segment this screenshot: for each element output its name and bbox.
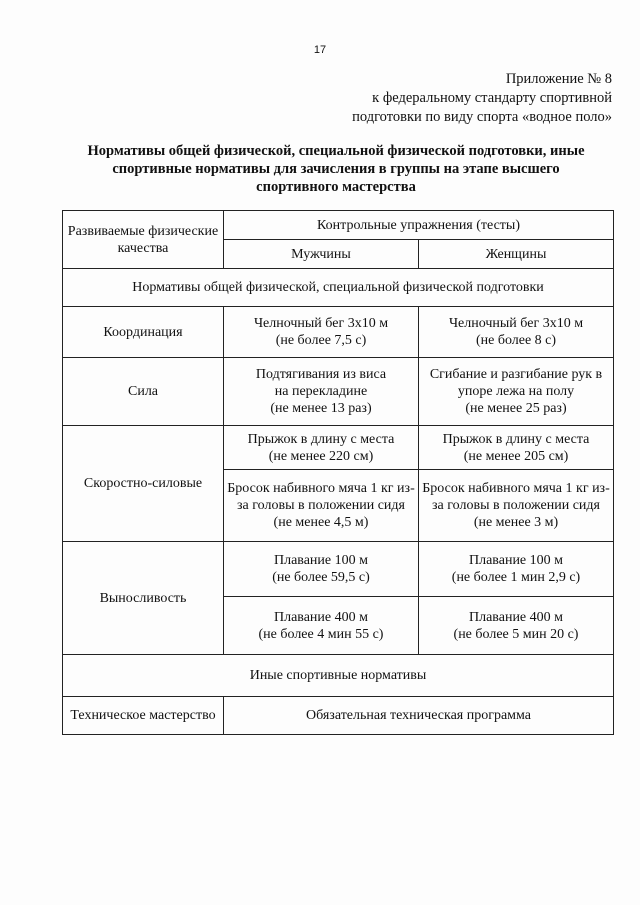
women-norm-cell — [419, 307, 614, 358]
section-general-norms: Нормативы общей физической, специальной физической подготовки — [63, 269, 614, 307]
header-men: Мужчины — [224, 240, 419, 269]
norm-exercise: Плавание 400 м — [273, 609, 368, 625]
norm-value: (не менее 205 см) — [463, 448, 569, 464]
norm-value: (не менее 25 раз) — [465, 401, 567, 416]
quality-cell: Сила — [63, 358, 224, 426]
tech-program-cell: Обязательная техническая программа — [224, 697, 614, 735]
title-line: спортивного мастерства — [256, 179, 416, 195]
norm-value: (не более 1 мин 2,9 с) — [451, 570, 581, 585]
quality-cell: Техническое мастерство — [63, 697, 224, 735]
quality-cell: Выносливость — [63, 542, 224, 655]
norm-exercise: Прыжок в длину с места — [442, 431, 590, 447]
quality-cell: Координация — [63, 307, 224, 358]
header-women: Женщины — [419, 240, 614, 269]
men-norm-cell — [224, 426, 419, 470]
norm-value: (не менее 13 раз) — [270, 401, 372, 416]
section-other-norms: Иные спортивные нормативы — [63, 655, 614, 697]
title-line: спортивные нормативы для зачисления в группы на этапе высшего — [112, 161, 560, 177]
women-norm-cell — [419, 470, 614, 542]
appendix-line: подготовки по виду спорта «водное поло» — [352, 109, 612, 125]
women-norm-cell — [419, 542, 614, 597]
norm-value: (не более 59,5 с) — [272, 570, 370, 585]
men-norm-cell — [224, 358, 419, 426]
norm-value: (не менее 4,5 м) — [273, 515, 369, 530]
document-title — [60, 142, 612, 196]
header-qualities: Развиваемые физические качества — [63, 211, 224, 269]
norm-value: (не менее 220 см) — [268, 448, 374, 464]
women-norm-cell — [419, 358, 614, 426]
norm-value: (не менее 3 м) — [473, 515, 559, 530]
norm-exercise: Сгибание и разгибание рук в упоре лежа на полу — [429, 367, 603, 399]
norm-exercise: Бросок набивного мяча 1 кг из-за головы в положении сидя — [227, 481, 415, 513]
appendix-header — [312, 70, 612, 127]
norm-exercise: Плавание 100 м — [273, 553, 368, 568]
men-norm-cell — [224, 307, 419, 358]
men-norm-cell — [224, 597, 419, 655]
header-tests: Контрольные упражнения (тесты) — [224, 211, 614, 240]
women-norm-cell — [419, 426, 614, 470]
appendix-line: Приложение № 8 — [505, 71, 612, 87]
men-norm-cell — [224, 470, 419, 542]
norms-table — [62, 210, 614, 735]
norm-value: (не более 4 мин 55 с) — [258, 626, 384, 642]
men-norm-cell — [224, 542, 419, 597]
title-line: Нормативы общей физической, специальной физической подготовки, иные — [87, 143, 585, 159]
norm-exercise: Плавание 100 м — [469, 553, 564, 568]
norm-exercise: Челночный бег 3x10 м — [448, 316, 584, 331]
norm-exercise: Челночный бег 3x10 м — [253, 316, 389, 331]
quality-cell: Скоростно-силовые — [63, 426, 224, 542]
norm-exercise: Прыжок в длину с места — [247, 431, 395, 447]
norm-exercise: Бросок набивного мяча 1 кг из-за головы в положении сидя — [422, 481, 610, 513]
norm-exercise: Плавание 400 м — [469, 609, 564, 625]
page-number: 17 — [313, 44, 327, 56]
norm-value: (не более 7,5 с) — [275, 333, 367, 348]
norm-value: (не более 5 мин 20 с) — [453, 626, 579, 642]
norm-value: (не более 8 с) — [475, 333, 557, 348]
appendix-line: к федеральному стандарту спортивной — [372, 90, 612, 106]
women-norm-cell — [419, 597, 614, 655]
norm-exercise: Подтягивания из виса на перекладине — [255, 367, 387, 399]
